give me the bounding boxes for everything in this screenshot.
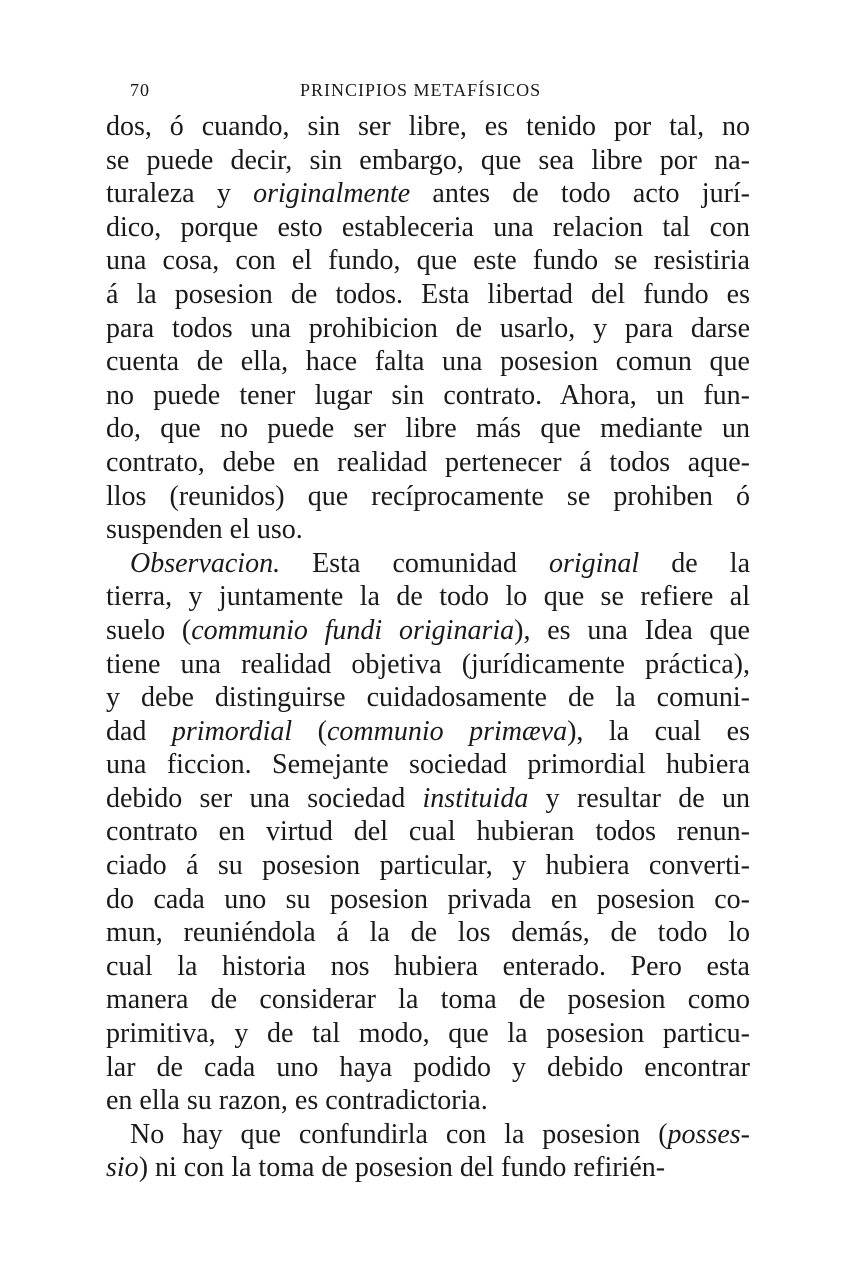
text-run: primitiva, y de tal modo, que la posesion particu-: [106, 1018, 750, 1050]
text-run: do cada uno su posesion privada en posesion co-: [106, 883, 750, 915]
text-run: suspenden el uso.: [106, 514, 303, 546]
italic-text: primordial: [171, 715, 293, 747]
text-run: ) ni con la toma de posesion del fundo refirién-: [138, 1152, 666, 1184]
text-line: [106, 681, 750, 715]
text-run: No hay que confundirla con la posesion (: [130, 1118, 668, 1150]
text-run: suelo (: [106, 614, 192, 646]
text-run: y resultar de un: [528, 782, 750, 814]
italic-text: communio primæva: [327, 715, 568, 747]
text-line: [106, 278, 750, 312]
text-line: [106, 916, 750, 950]
text-line: [106, 144, 750, 178]
text-run: debido ser una sociedad: [106, 782, 423, 814]
text-line: [106, 345, 750, 379]
text-run: á la posesion de todos. Esta libertad del fundo es: [106, 278, 750, 310]
italic-text: instituida: [422, 782, 529, 814]
text-run: una ficcion. Semejante sociedad primordial hubiera: [106, 749, 750, 781]
text-line: [106, 312, 750, 346]
text-line: [106, 815, 750, 849]
italic-text: communio fundi originaria: [191, 614, 515, 646]
text-line: [106, 110, 750, 144]
text-line: [106, 883, 750, 917]
text-run: tiene una realidad objetiva (jurídicamente práctica),: [106, 648, 750, 680]
text-line: [106, 648, 750, 682]
text-line: [106, 412, 750, 446]
text-line: [106, 950, 750, 984]
text-line: [106, 614, 750, 648]
text-run: do, que no puede ser libre más que mediante un: [106, 413, 750, 445]
text-run: en ella su razon, es contradictoria.: [106, 1085, 488, 1117]
text-run: ), la cual es: [567, 715, 750, 747]
text-line: [106, 782, 750, 816]
text-run: para todos una prohibicion de usarlo, y para darse: [106, 312, 750, 344]
text-line: [106, 244, 750, 278]
text-line: [106, 446, 750, 480]
text-line: [106, 715, 750, 749]
text-run: (: [292, 715, 327, 747]
text-run: y debe distinguirse cuidadosamente de la comuni-: [106, 682, 750, 714]
text-line: [106, 1118, 750, 1152]
text-line: [106, 211, 750, 245]
text-run: de la: [639, 547, 750, 579]
text-line: [106, 1151, 750, 1185]
text-line: [106, 983, 750, 1017]
text-run: manera de considerar la toma de posesion como: [106, 984, 750, 1016]
text-run: una cosa, con el fundo, que este fundo se resistiria: [106, 245, 750, 277]
text-run: contrato, debe en realidad pertenecer á todos aque-: [106, 446, 750, 478]
text-line: [106, 748, 750, 782]
text-line: [106, 1084, 750, 1118]
text-run: dos, ó cuando, sin ser libre, es tenido por tal, no: [106, 111, 750, 142]
body-text: [106, 110, 750, 1185]
text-line: [106, 177, 750, 211]
text-line: [106, 513, 750, 547]
text-run: mun, reuniéndola á la de los demás, de todo lo: [106, 917, 750, 949]
text-run: se puede decir, sin embargo, que sea libre por na-: [106, 144, 750, 176]
italic-text: Observacion.: [130, 547, 281, 579]
page-number: 70: [130, 80, 150, 100]
text-line: [106, 1017, 750, 1051]
text-run: ciado á su posesion particular, y hubiera converti-: [106, 850, 750, 882]
text-line: [106, 1051, 750, 1085]
italic-text: sio: [106, 1152, 139, 1184]
text-run: contrato en virtud del cual hubieran todos renun-: [106, 816, 750, 848]
text-line: [106, 480, 750, 514]
text-run: llos (reunidos) que recíprocamente se prohiben ó: [106, 480, 750, 512]
italic-text: posses-: [667, 1118, 750, 1150]
text-run: dico, porque esto estableceria una relacion tal con: [106, 211, 750, 243]
running-title: PRINCIPIOS METAFÍSICOS: [300, 80, 542, 100]
text-line: [106, 849, 750, 883]
italic-text: originalmente: [253, 178, 411, 210]
text-run: ), es una Idea que: [514, 614, 750, 646]
text-line: [106, 547, 750, 581]
text-run: cual la historia nos hubiera enterado. Pero esta: [106, 950, 750, 982]
italic-text: original: [548, 547, 640, 579]
text-run: lar de cada uno haya podido y debido encontrar: [106, 1051, 750, 1083]
text-run: dad: [106, 715, 172, 747]
text-run: tierra, y juntamente la de todo lo que se refiere al: [106, 581, 750, 613]
text-run: no puede tener lugar sin contrato. Ahora, un fun-: [106, 379, 750, 411]
text-run: turaleza y: [106, 178, 254, 210]
text-run: antes de todo acto jurí-: [410, 178, 750, 210]
text-run: cuenta de ella, hace falta una posesion comun que: [106, 346, 750, 378]
text-line: [106, 379, 750, 413]
text-line: [106, 580, 750, 614]
text-run: Esta comunidad: [280, 547, 549, 579]
